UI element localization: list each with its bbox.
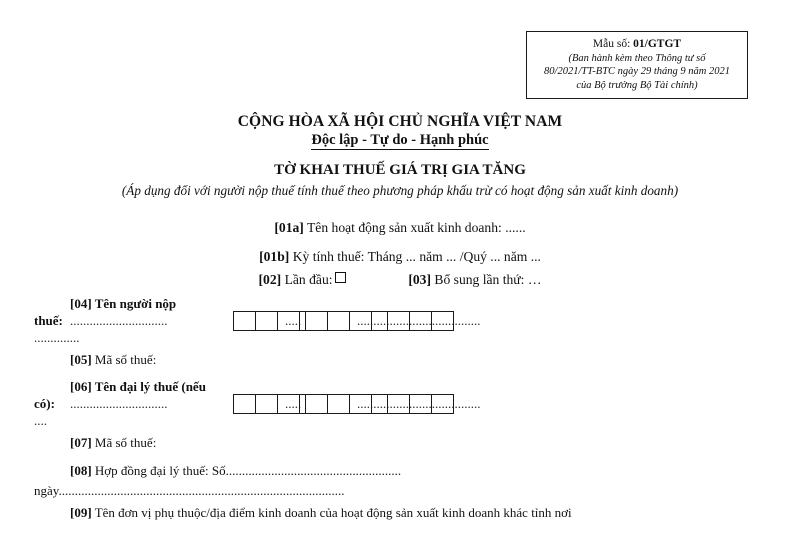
field-01b-code: [01b] (259, 249, 290, 264)
field-07-label: Mã số thuế: (94, 434, 157, 450)
field-01b-row (0, 249, 800, 265)
field-09-row (34, 503, 766, 523)
char-cell[interactable] (306, 311, 328, 331)
field-06-dots-right[interactable]: ...................................... (357, 395, 481, 411)
char-cell[interactable] (256, 311, 278, 331)
field-07-row (34, 433, 766, 453)
field-06-dots-mid: ..... (285, 395, 302, 411)
national-motto-text: Độc lập - Tự do - Hạnh phúc (311, 132, 489, 148)
field-08-number-dots[interactable]: ...................................................... (225, 463, 402, 478)
field-01a-code: [01a] (274, 220, 304, 235)
field-08-code: [08] (70, 463, 92, 478)
field-04-code: [04] (70, 296, 92, 311)
field-06-dots-wrap[interactable]: .... (34, 412, 47, 428)
field-09-label: Tên đơn vị phụ thuộc/địa điểm kinh doanh của hoạt động sản xuất kinh doanh khác tỉnh nơi (94, 505, 572, 520)
field-02-checkbox[interactable] (335, 272, 346, 283)
form-number-value: 01/GTGT (633, 38, 682, 50)
field-03-value[interactable]: … (527, 272, 542, 287)
field-07-code: [07] (70, 434, 92, 450)
char-cell[interactable] (234, 394, 256, 414)
national-heading: CỘNG HÒA XÃ HỘI CHỦ NGHĨA VIỆT NAM (237, 113, 563, 130)
field-02-code: [02] (258, 272, 282, 287)
field-05-code: [05] (70, 352, 92, 367)
field-01a-value[interactable]: ...... (505, 220, 526, 235)
field-08-row (34, 461, 766, 481)
document-title: TỜ KHAI THUẾ GIÁ TRỊ GIA TĂNG (274, 162, 526, 178)
field-04-dots-wrap[interactable]: .............. (34, 330, 80, 345)
national-motto (0, 132, 800, 149)
field-04-label-bottom: thuế: (34, 313, 63, 328)
field-06-label-top (70, 379, 206, 395)
form-reference-sub-line-2: 80/2021/TT-BTC ngày 29 tháng 9 năm 2021 (544, 66, 730, 78)
char-cell[interactable] (234, 311, 256, 331)
field-06-dots-left[interactable]: .............................. (70, 395, 168, 411)
char-cell[interactable] (328, 311, 350, 331)
field-06-row (34, 378, 766, 428)
form-reference-sub-line-3: của Bộ trưởng Bộ Tài chính) (576, 79, 698, 91)
form-reference-sub-line-1: (Ban hành kèm theo Thông tư số (568, 52, 706, 64)
field-04-dots-left[interactable]: .............................. (70, 313, 168, 328)
field-04-label-top (70, 296, 176, 312)
field-05-label: Mã số thuế: (94, 352, 157, 367)
field-01b-value[interactable]: Tháng ... năm ... /Quý ... năm ... (367, 249, 541, 264)
form-reference-title (533, 37, 741, 52)
field-08-date-label: ngày (34, 482, 59, 498)
form-reference-box (526, 31, 748, 99)
field-02-03-row (0, 272, 800, 288)
field-09-code: [09] (70, 505, 92, 520)
field-08-date-row (34, 481, 766, 501)
char-cell[interactable] (306, 394, 328, 414)
field-06-label-text: Tên đại lý thuế (nếu (94, 378, 206, 394)
document-subtitle: (Áp dụng đối với người nộp thuế tính thuế theo phương pháp khấu trừ có hoạt động sản xuất kinh doanh) (121, 183, 679, 198)
field-08-date-dots[interactable]: ........................................................................................ (58, 482, 345, 498)
field-05-row (34, 350, 766, 370)
field-01b-label: Kỳ tính thuế: (292, 249, 365, 264)
field-04-dots-right[interactable]: ...................................... (357, 313, 481, 328)
field-06-code: [06] (70, 378, 92, 394)
char-cell[interactable] (256, 394, 278, 414)
field-04-label-text: Tên người nộp (94, 296, 177, 311)
field-03-label: Bổ sung lần thứ: (434, 272, 525, 287)
field-04-dots-mid: ..... (285, 313, 302, 328)
form-body (34, 296, 766, 523)
field-03-code: [03] (408, 272, 431, 287)
field-06-label-bottom: có): (34, 395, 55, 411)
field-04-row (34, 296, 766, 345)
char-cell[interactable] (328, 394, 350, 414)
field-01a-label: Tên hoạt động sản xuất kinh doanh: (307, 220, 502, 235)
field-08-label: Hợp đồng đại lý thuế: Số (94, 463, 226, 478)
form-number-label: Mẫu số: (592, 38, 631, 50)
field-01a-row (0, 220, 800, 236)
field-02-label: Lần đầu: (284, 272, 333, 287)
